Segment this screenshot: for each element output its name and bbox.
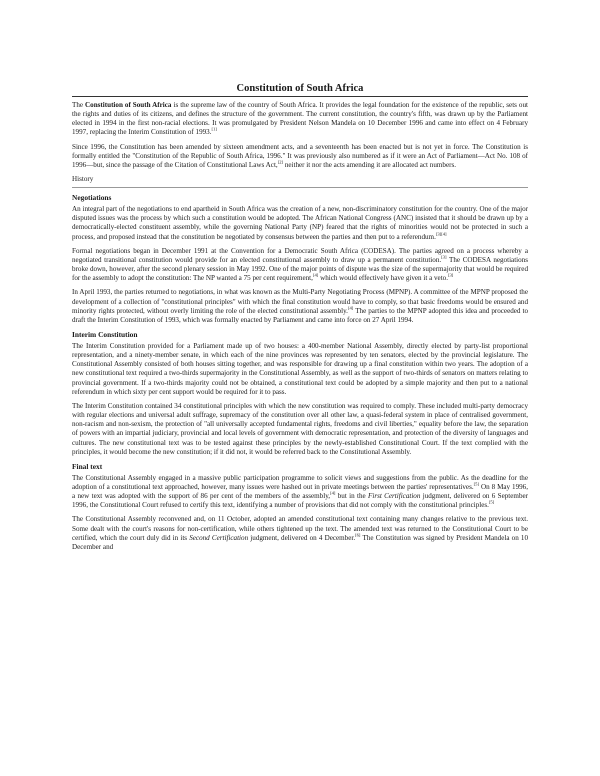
judgment-title: First Certification xyxy=(368,492,421,501)
intro-text: Since 1996, the Constitution has been amended by sixteen amendment acts, and a seventeenth has been enacted but is not yet in force. The Constitution is formally entitled the "Constitution of the Republic of South Africa, 1996." It was previously also numbered as if it were an Act of Parliament—Act No. 108 of 1996—but, since the passage of the Citation of Constitutional Laws Act, xyxy=(72,142,528,169)
paragraph-text: The Constitutional Assembly engaged in a massive public participation programme to solicit views and suggestions from the public. As the deadline for the adoption of a constitutional text approached, however, many issues were hashed out in private meetings between the parties' representatives. xyxy=(72,473,528,491)
reference-link[interactable]: [4] xyxy=(347,305,354,311)
paragraph-text: Formal negotiations began in December 1991 at the Convention for a Democratic South Africa (CODESA). The parties agreed on a process whereby a negotiated transitional constitution would provide for an elected constitutional assembly to draw up a permanent constitution. xyxy=(72,246,528,264)
paragraph-text: judgment, delivered on 4 December. xyxy=(248,533,356,542)
reference-link[interactable]: [3] xyxy=(447,272,454,278)
reference-link[interactable]: [5] xyxy=(473,481,479,487)
paragraph-text: The parties to the MPNP adopted this idea and proceeded to draft the Interim Constitution of 1993, which was formally enacted by Parliament and came into force on 27 April 1994. xyxy=(72,306,529,324)
reference-link[interactable]: [4] xyxy=(312,272,319,278)
paragraph-text: On 8 May 1996, a new text was adopted with the support of 86 per cent of the members of the assembly, xyxy=(72,483,528,501)
intro-text: neither it nor the acts amending it are allocated act numbers. xyxy=(283,160,456,169)
intro-text-start: The xyxy=(72,101,86,109)
final-text-paragraph-2 xyxy=(72,515,528,552)
interim-paragraph-1: The Interim Constitution provided for a Parliament made up of two houses: a 400-member National Assembly, directly elected by party-list proportional representation, and a ninety-member senate, in which each of the nine provinces was represented by ten senators, elected by the provincial legislature. The Constitutional Assembly consisted of both houses sitting together, and was responsible for drawing up a final constitution within two years. The adoption of a new constitutional text required a two-thirds supermajority in the Constitutional Assembly, as well as the support of two-thirds of senators on matters relating to provincial government. If a two-thirds majority could not be obtained, a constitutional text could be adopted by a simple majority and then put to a national referendum in which sixty per cent support would be required for it to pass. xyxy=(72,341,528,396)
reference-link[interactable]: [1] xyxy=(211,127,217,133)
paragraph-text: which would effectively have given it a veto. xyxy=(318,274,448,283)
paragraph-text: The CODESA negotiations broke down, however, after the second plenary session in May 1992. One of the major points of dispute was the size of the supermajority that would be required for the assembly to adopt the constitution: The NP wanted a 75 per cent requirement, xyxy=(72,255,528,283)
negotiations-paragraph-1 xyxy=(72,205,528,242)
reference-link[interactable]: [4] xyxy=(330,490,336,496)
reference-link[interactable]: [2] xyxy=(277,159,284,165)
paragraph-text: but in the xyxy=(335,492,369,501)
history-divider xyxy=(72,187,528,188)
page-title: Constitution of South Africa xyxy=(236,83,364,94)
paragraph-text: judgment, delivered on 6 September 1996, the Constitutional Court refused to certify this text, identifying a number of provisions that did not comply with the constitutional principles. xyxy=(72,492,529,510)
reference-link[interactable]: [6] xyxy=(355,532,361,538)
paragraph-text: The Constitutional Assembly reconvened and, on 11 October, adopted an amended constitutional text containing many changes relative to the previous text. Some dealt with the court's reasons for non-certification, while others tightened up the text. The amended text was returned to the Constitutional Court to be certified, which the court duly did in its xyxy=(72,515,528,542)
final-text-paragraph-1 xyxy=(72,474,528,511)
paragraph-text: In April 1993, the parties returned to negotiations, in what was known as the Multi-Party Negotiating Process (MPNP). A committee of the MPNP proposed the development of a collection of "constitutional principles" with which the final constitution would have to comply, so that basic freedoms would be ensured and minority rights protected, without overly limiting the role of the elected constitutional assembly. xyxy=(72,288,528,315)
heading-final-text: Final text xyxy=(72,461,103,471)
section-label-history: History xyxy=(72,175,94,184)
intro-text: is the supreme law of the country of South Africa. It provides the legal foundation for the existence of the republic, sets out the rights and duties of its citizens, and defines the structure of the government. The current constitution, the country's fifth, was drawn up by the Parliament elected in 1994 in the first non-racial elections. It was promulgated by President Nelson Mandela on 10 December 1996 and came into effect on 4 February 1997, replacing the Interim Constitution of 1993. xyxy=(72,101,528,137)
reference-link[interactable]: [5] xyxy=(488,499,495,505)
title-divider xyxy=(72,96,528,97)
negotiations-paragraph-2 xyxy=(72,247,528,284)
interim-paragraph-2: The Interim Constitution contained 34 constitutional principles with which the new constitution was required to comply. These included multi-party democracy with regular elections and universal adult suffrage, supremacy of the constitution over all other law, a quasi-federal system in place of centralised government, non-racism and non-sexism, the protection of "all universally accepted fundamental rights, freedoms and civil liberties," equality before the law, the separation of powers with an impartial judiciary, provincial and local levels of government with democratic representation, and protection of the diversity of languages and cultures. The new constitutional text was to be tested against these principles by the newly-established Constitutional Court. If the text complied with the principles, it would become the new constitution; if it did not, it would be referred back to the Constitutional Assembly. xyxy=(72,401,528,456)
heading-negotiations: Negotiations xyxy=(72,193,112,203)
heading-interim-constitution: Interim Constitution xyxy=(72,329,138,339)
reference-link[interactable]: [3][4] xyxy=(435,231,447,237)
paragraph-text: An integral part of the negotiations to end apartheid in South Africa was the creation of a new, non-discriminatory constitution for the country. One of the major disputed issues was the process by which such a constitution would be adopted. The African National Congress (ANC) insisted that it should be drawn up by a democratically-elected constituent assembly, while the governing National Party (NP) feared that the rights of minorities would not be protected in such a process, and proposed instead that the constitution be negotiated by consensus between the parties and then put to a referendum. xyxy=(72,205,528,241)
judgment-title: Second Certification xyxy=(189,533,249,542)
reference-link[interactable]: [3] xyxy=(441,254,447,260)
intro-paragraph-1 xyxy=(72,101,528,138)
intro-paragraph-2 xyxy=(72,143,528,170)
article-content xyxy=(72,82,528,557)
article-subject: Constitution of South Africa xyxy=(85,101,172,109)
paragraph-text: The Constitution was signed by President Mandela on 10 December and xyxy=(72,533,529,551)
negotiations-paragraph-3 xyxy=(72,288,528,325)
